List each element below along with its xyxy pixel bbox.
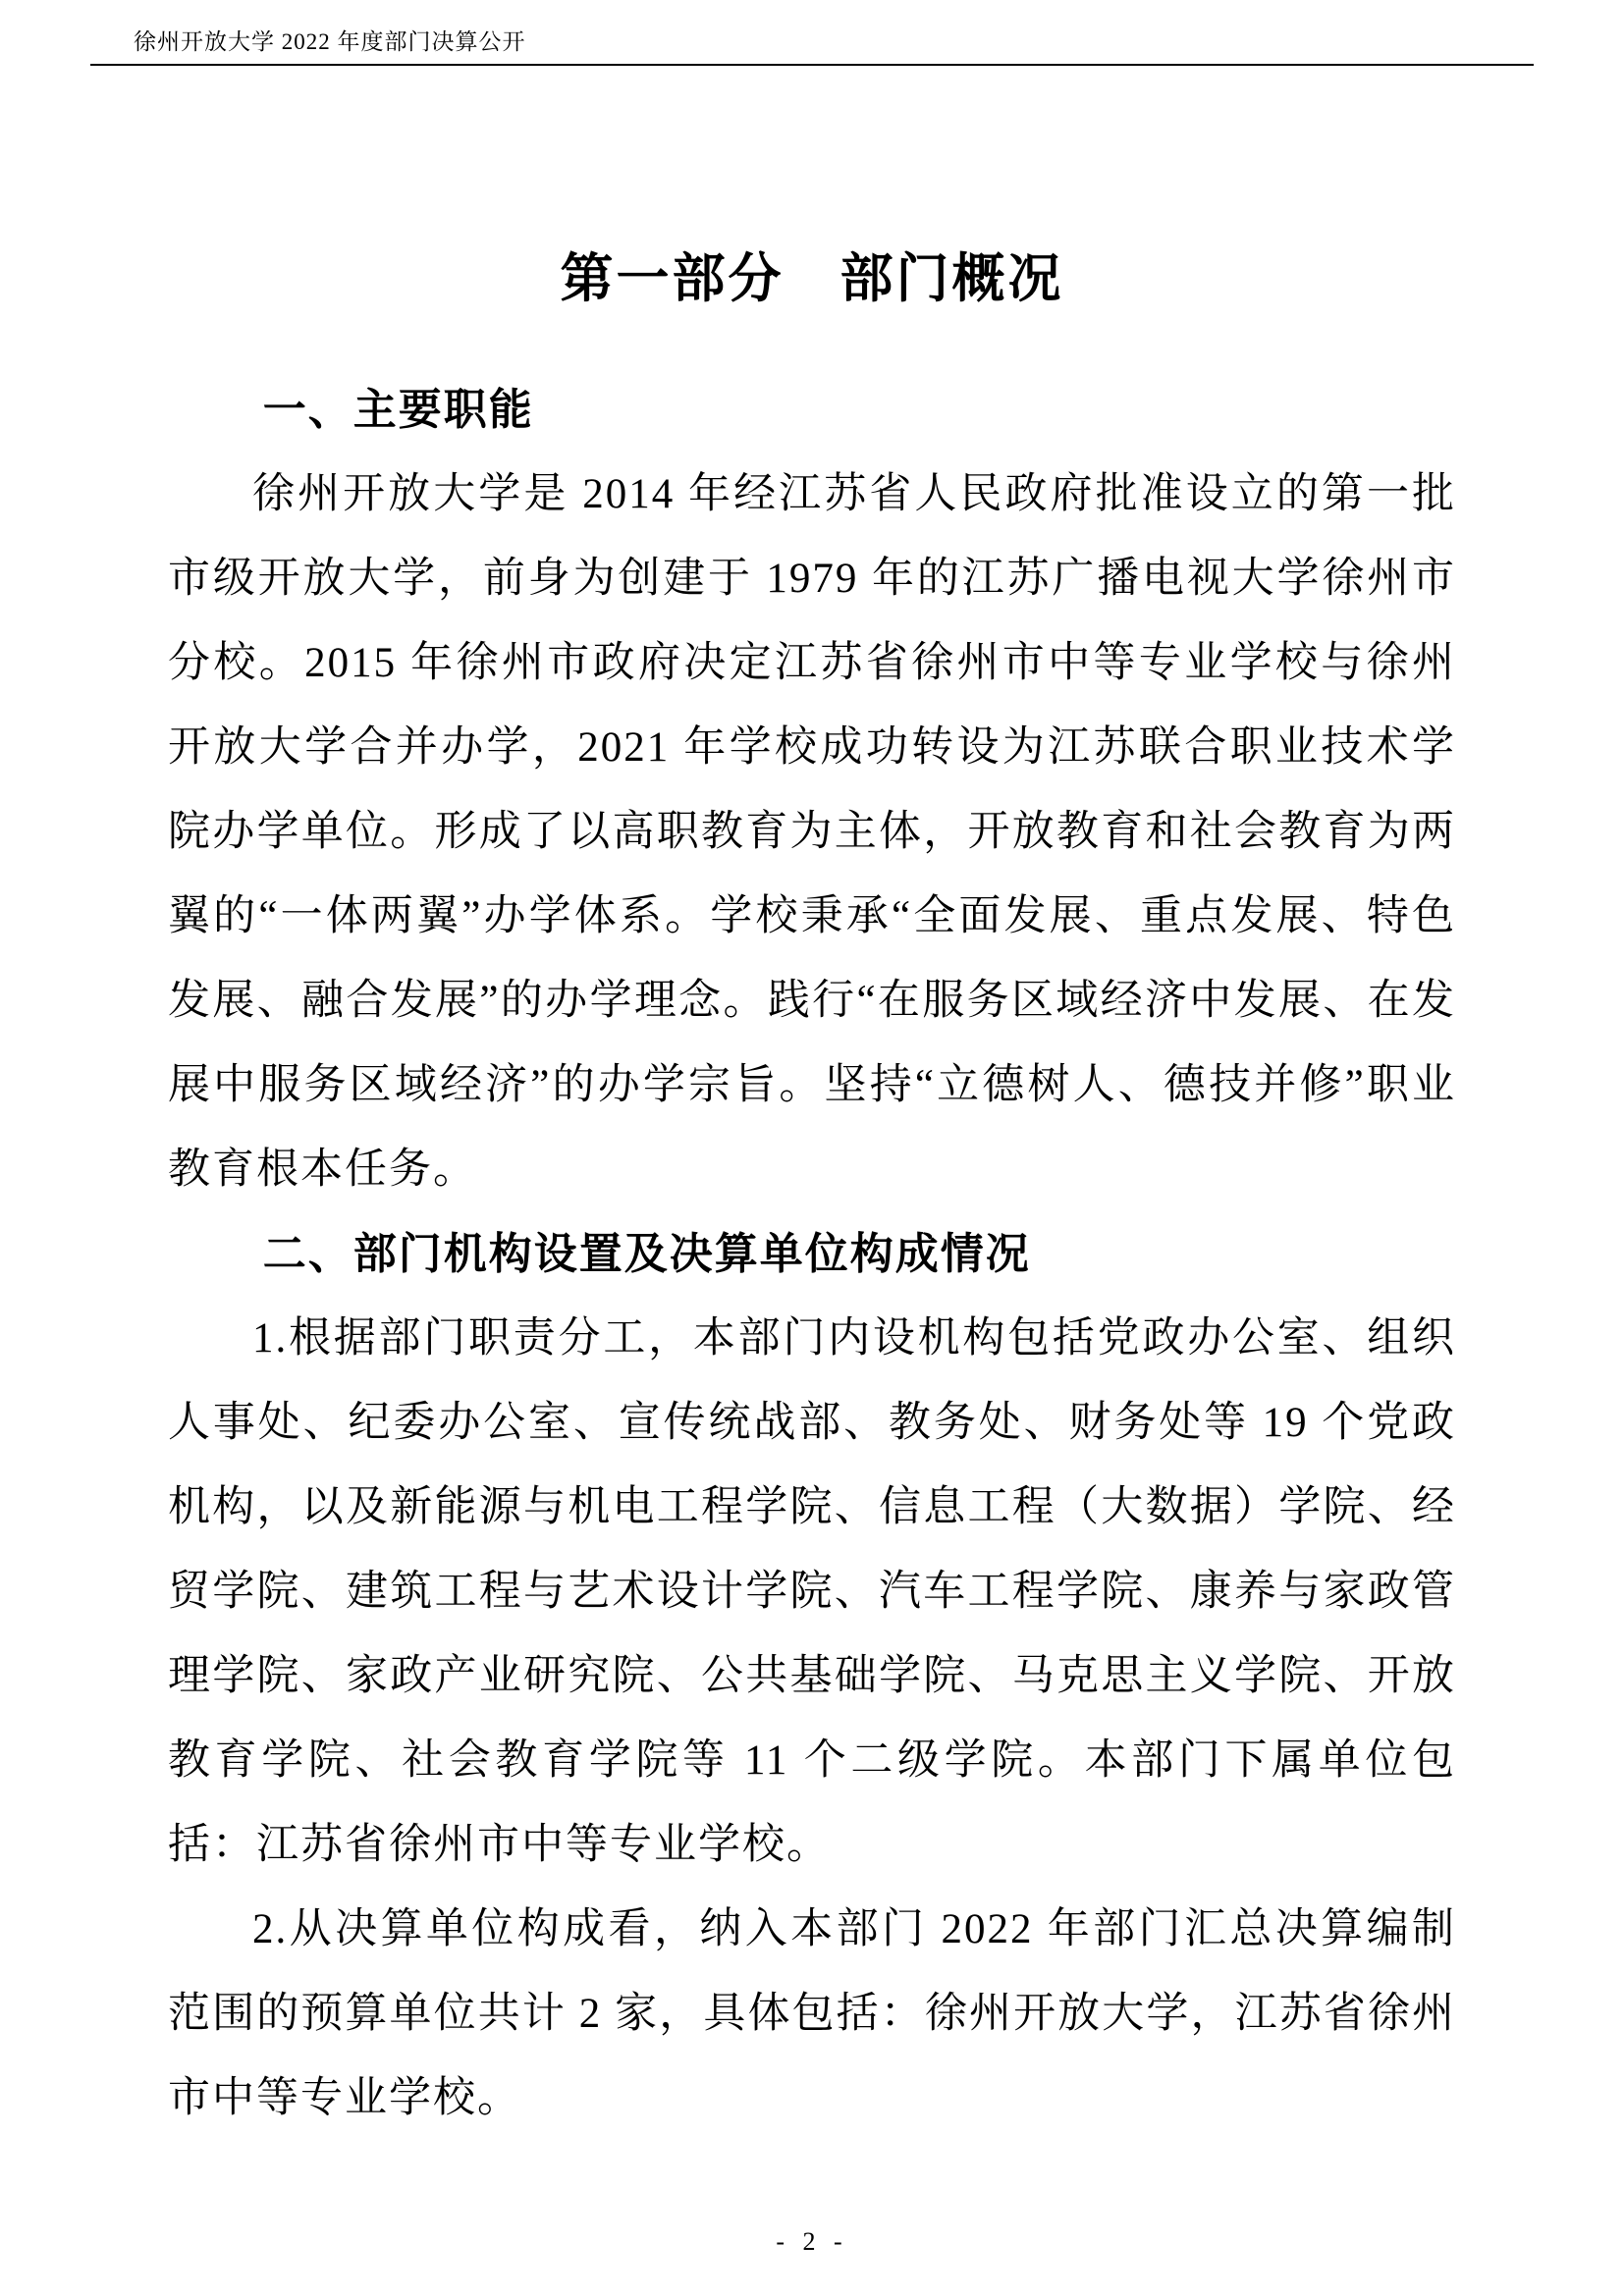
paragraph-internal-organs: 1.根据部门职责分工，本部门内设机构包括党政办公室、组织人事处、纪委办公室、宣传统战部、教务处、财务处等 19 个党政机构，以及新能源与机电工程学院、信息工程（大数据）学院、经贸学院、建筑工程与艺术设计学院、汽车工程学院、康养与家政管理学院、家政产业研究院、公共基础学院、马克思主义学院、开放教育学院、社会教育学院等 11 个二级学院。本部门下属单位包括：江苏省徐州市中等专业学校。 bbox=[168, 1315, 1456, 1868]
paragraph-budget-units: 2.从决算单位构成看，纳入本部门 2022 年部门汇总决算编制范围的预算单位共计 2 家，具体包括：徐州开放大学，江苏省徐州市中等专业学校。 bbox=[168, 1906, 1456, 2121]
page-header bbox=[90, 24, 1534, 66]
paragraph-main-functions: 徐州开放大学是 2014 年经江苏省人民政府批准设立的第一批市级开放大学，前身为创建于 1979 年的江苏广播电视大学徐州市分校。2015 年徐州市政府决定江苏省徐州市中等专业学校与徐州开放大学合并办学，2021 年学校成功转设为江苏联合职业技术学院办学单位。形成了以高职教育为主体，开放教育和社会教育为两翼的“一体两翼”办学体系。学校秉承“全面发展、重点发展、特色发展、融合发展”的办学理念。践行“在服务区域经济中发展、在发展中服务区域经济”的办学宗旨。坚持“立德树人、德技并修”职业教育根本任务。 bbox=[168, 471, 1456, 1193]
page-number: - 2 - bbox=[776, 2227, 848, 2256]
page-footer bbox=[0, 2227, 1624, 2257]
section-heading-main-functions: 一、主要职能 bbox=[262, 386, 534, 434]
document-body bbox=[168, 243, 1456, 2141]
section-heading-org-structure: 二、部门机构设置及决算单位构成情况 bbox=[262, 1230, 1031, 1278]
document-title: 第一部分 部门概况 bbox=[560, 249, 1064, 308]
page-header-text: 徐州开放大学 2022 年度部门决算公开 bbox=[134, 29, 526, 54]
